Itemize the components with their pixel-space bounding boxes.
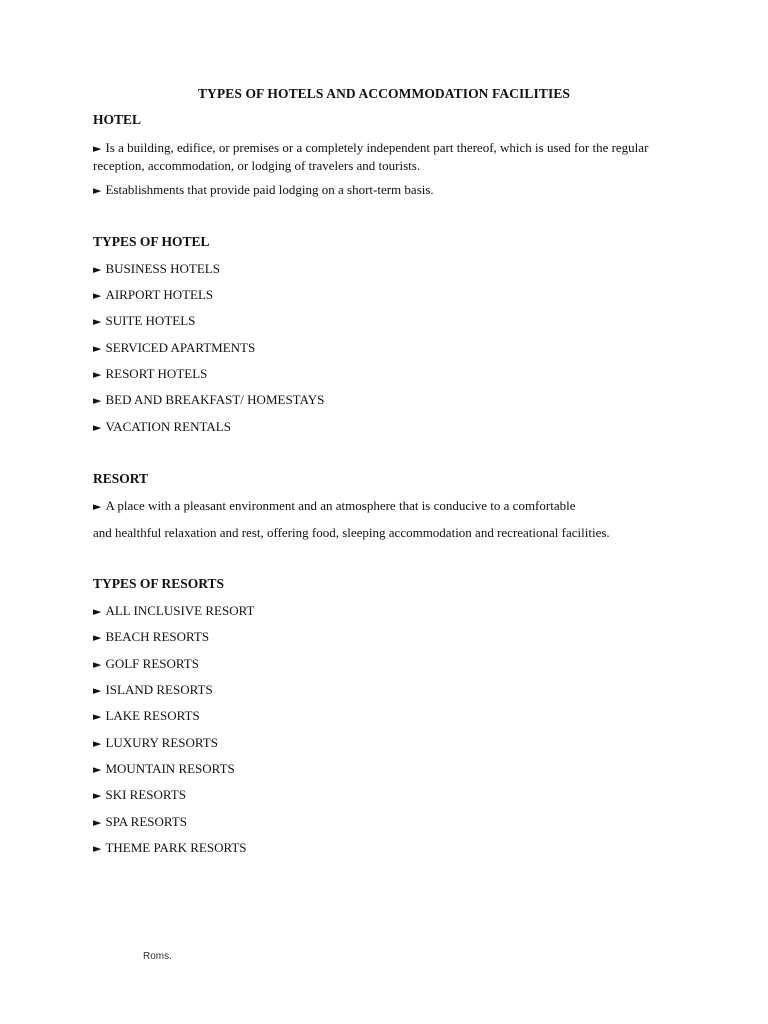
page-title: TYPES OF HOTELS AND ACCOMMODATION FACILITIES [197,86,571,101]
resort-heading: RESORT [93,471,149,486]
bullet-arrow-icon: ► [93,605,102,618]
resort-definition-line-2: and healthful relaxation and rest, offering food, sleeping accommodation and recreational facilities. [93,525,610,540]
list-item: ► SUITE HOTELS [93,313,196,328]
list-item: ► ALL INCLUSIVE RESORT [93,603,255,618]
bullet-arrow-icon: ► [93,421,102,434]
bullet-arrow-icon: ► [93,737,102,750]
bullet-arrow-icon: ► [93,184,102,197]
bullet-arrow-icon: ► [93,394,102,407]
bullet-arrow-icon: ► [93,658,102,671]
list-item: ► SERVICED APARTMENTS [93,340,256,355]
list-item: ► BEACH RESORTS [93,629,210,644]
list-item: ► ISLAND RESORTS [93,682,213,697]
hotel-definition-1-text: Is a building, edifice, or premises or a completely independent part thereof, which is used for the regular reception, accommodation, or lodging of travelers and tourists. [93,140,649,173]
hotel-definition-1 [93,139,673,174]
bullet-arrow-icon: ► [93,289,102,302]
bullet-arrow-icon: ► [93,789,102,802]
list-item: ► SKI RESORTS [93,787,186,802]
hotel-definition-2-text: Establishments that provide paid lodging on a short-term basis. [105,182,434,197]
hotel-types-heading: TYPES OF HOTEL [93,234,210,249]
list-item: ► LAKE RESORTS [93,708,200,723]
bullet-arrow-icon: ► [93,763,102,776]
bullet-arrow-icon: ► [93,368,102,381]
list-item: ► BED AND BREAKFAST/ HOMESTAYS [93,392,325,407]
bullet-arrow-icon: ► [93,500,102,513]
resort-types-heading: TYPES OF RESORTS [93,576,225,591]
bullet-arrow-icon: ► [93,631,102,644]
bullet-arrow-icon: ► [93,142,102,155]
resort-definition-line-1 [93,498,575,514]
bullet-arrow-icon: ► [93,816,102,829]
list-item: ► SPA RESORTS [93,814,187,829]
bullet-arrow-icon: ► [93,263,102,276]
bullet-arrow-icon: ► [93,710,102,723]
resort-definition-line-1-text: A place with a pleasant environment and an atmosphere that is conducive to a comfortable [105,498,576,513]
list-item: ► VACATION RENTALS [93,419,231,434]
bullet-arrow-icon: ► [93,315,102,328]
bullet-arrow-icon: ► [93,342,102,355]
list-item: ► RESORT HOTELS [93,366,208,381]
list-item: ► THEME PARK RESORTS [93,840,247,855]
list-item: ► MOUNTAIN RESORTS [93,761,235,776]
footer-text: Roms. [143,951,172,962]
list-item: ► AIRPORT HOTELS [93,287,214,302]
hotel-heading: HOTEL [93,112,142,127]
list-item: ► BUSINESS HOTELS [93,261,220,276]
list-item: ► LUXURY RESORTS [93,735,218,750]
hotel-definition-2 [93,182,434,198]
bullet-arrow-icon: ► [93,842,102,855]
bullet-arrow-icon: ► [93,684,102,697]
list-item: ► GOLF RESORTS [93,656,199,671]
